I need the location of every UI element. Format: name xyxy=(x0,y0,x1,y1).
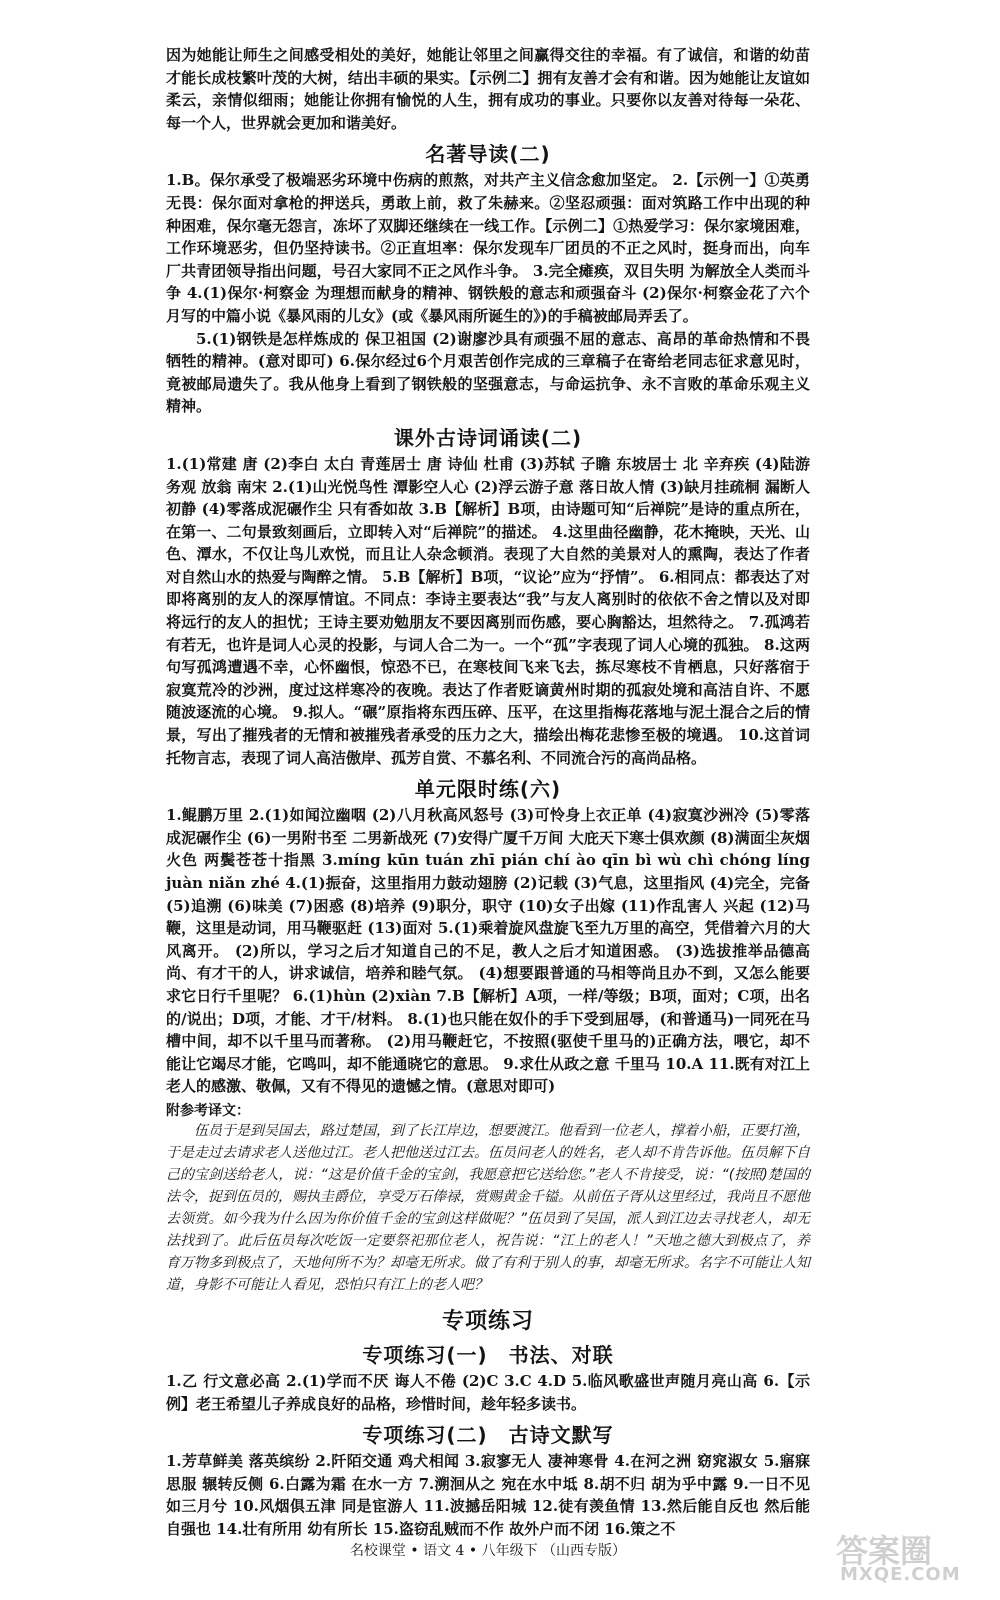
dictation-answers: 1.芳草鲜美 落英缤纷 2.阡陌交通 鸡犬相闻 3.寂寥无人 凄神寒骨 4.在河之洲 窈窕淑女 5.寤寐思服 辗转反侧 6.白露为霜 在水一方 7.溯洄从之 宛在水中坻 8.胡不归 胡为乎中露 9.一日不见 如三月兮 10.风烟俱五津 同是宦游人 11.波撼岳阳城 12.徒有羡鱼情 13.然后能自反也 然后能自强也 14.壮有所用 幼有所长 15.盗窃乱贼而不作 故外户而不闭 16.策之不 xyxy=(166,1452,810,1538)
classics-answers-2: 5.(1)钢铁是怎样炼成的 保卫祖国 (2)谢廖沙具有顽强不屈的意志、高昂的革命热情和不畏牺牲的精神。(意对即可) 6.保尔经过6个月艰苦创作完成的三章稿子在寄给老同志征求意见时，竟被邮局遗失了。我从他身上看到了钢铁般的坚强意志，与命运抗争、永不言败的革命乐观主义精神。 xyxy=(166,329,810,416)
calligraphy-answers: 1.乙 行文意必高 2.(1)学而不厌 诲人不倦 (2)C 3.C 4.D 5.临风歌盛世声随月亮山高 6.【示例】老王希望儿子养成良好的品格，珍惜时间，趁年轻多读书。 xyxy=(166,1371,810,1413)
reference-translation-label: 附参考译文： xyxy=(166,1102,250,1119)
subsection-title-calligraphy: 专项练习(一) 书法、对联 xyxy=(362,1342,614,1367)
watermark-text: 答案圈 xyxy=(836,1532,933,1570)
poetry-answers: 1.(1)常建 唐 (2)李白 太白 青莲居士 唐 诗仙 杜甫 (3)苏轼 子瞻 东坡居士 北 辛弃疾 (4)陆游 务观 放翁 南宋 2.(1)山光悦鸟性 潭影空人心 (2)浮云游子意 落日故人情 (3)缺月挂疏桐 漏断人初静 (4)零落成泥碾作尘 只有香如故 3.B【解析】B项，由诗题可知“后禅院”是诗的重点所在，在第一、二句景致刻画后，立即转入对“后禅院”的描述。 4.这里曲径幽静，花木掩映，天光、山色、潭水，不仅让鸟儿欢悦，而且让人杂念顿消。表现了大自然的美景对人的熏陶，表达了作者对自然山水的热爱与陶醉之情。 5.B【解析】B项，“议论”应为“抒情”。 6.相同点：都表达了对即将离别的友人的深厚情谊。不同点：李诗主要表达“我”与友人离别时的依依不舍之情以及对即将远行的友人的担忧；王诗主要劝勉朋友不要因离别而伤感，要心胸豁达，坦然待之。 7.孤鸿若有若无，也许是词人心灵的投影，与词人合二为一。一个“孤”字表现了词人心境的孤独。 8.这两句写孤鸿遭遇不幸，心怀幽恨，惊恐不已，在寒枝间飞来飞去，拣尽寒枝不肯栖息，只好落宿于寂寞荒冷的沙洲，度过这样寒冷的夜晚。表达了作者贬谪黄州时期的孤寂处境和高洁自许、不愿随波逐流的心境。 9.拟人。“碾”原指将东西压碎、压平，在这里指梅花落地与泥土混合之后的情景，写出了摧残者的无情和被摧残者承受的压力之大，描绘出梅花悲惨至极的境遇。 10.这首词托物言志，表现了词人高洁傲岸、孤芳自赏、不慕名利、不同流合污的高尚品格。 xyxy=(166,454,810,767)
answer-page xyxy=(166,44,810,1541)
unit-test-answers: 1.鲲鹏万里 2.(1)如闻泣幽咽 (2)八月秋高风怒号 (3)可怜身上衣正单 (4)寂寞沙洲冷 (5)零落成泥碾作尘 (6)一男附书至 二男新战死 (7)安得广厦千万间 大庇天下寒士俱欢颜 (8)满面尘灰烟火色 两鬓苍苍十指黑 3.míng kūn tuán zhī pián chí ào qīn bì wù chì chóng líng juàn niǎn zhé 4.(1)振奋，这里指用力鼓动翅膀 (2)记载 (3)气息，这里指风 (4)完全，完备 (5)追溯 (6)味美 (7)困惑 (8)培养 (9)职分，职守 (10)女子出嫁 (11)作乱害人 兴起 (12)马鞭，这里是动词，用马鞭驱赶 (13)面对 5.(1)乘着旋风盘旋飞至九万里的高空，凭借着六月的大风离开。 (2)所以，学习之后才知道自己的不足，教人之后才知道困惑。 (3)选拔推举品德高尚、有才干的人，讲求诚信，培养和睦气氛。 (4)想要跟普通的马相等尚且办不到，又怎么能要求它日行千里呢？ 6.(1)hùn (2)xiàn 7.B【解析】A项，一样/等级；B项，面对；C项，出名的/说出；D项，才能、才干/材料。 8.(1)也只能在奴仆的手下受到屈辱，(和普通马)一同死在马槽中间，却不以千里马而著称。 (2)用马鞭赶它，不按照(驱使千里马的)正确方法，喂它，却不能让它竭尽才能，它鸣叫，却不能通晓它的意思。 9.求仕从政之意 千里马 10.A 11.既有对江上老人的感激、敬佩，又有不得见的遗憾之情。(意思对即可) xyxy=(166,806,810,1096)
subsection-title-dictation: 专项练习(二) 古诗文默写 xyxy=(362,1423,614,1448)
section-title-special: 专项练习 xyxy=(441,1308,534,1334)
watermark-url: MXQE.COM xyxy=(840,1564,961,1585)
intro-paragraph: 因为她能让师生之间感受相处的美好，她能让邻里之间赢得交往的幸福。有了诚信，和谐的幼苗才能长成枝繁叶茂的大树，结出丰硕的果实。【示例二】拥有友善才会有和谐。因为她能让友谊如柔云，亲情似细雨；她能让你拥有愉悦的人生，拥有成功的事业。只要你以友善对待每一朵花、每一个人，世界就会更加和谐美好。 xyxy=(166,46,810,132)
page-footer: 名校课堂 • 语文 4 • 八年级下 （山西专版） xyxy=(349,1543,627,1559)
section-title-poetry: 课外古诗词诵读(二) xyxy=(393,425,583,450)
classics-answers-1: 1.B。保尔承受了极端恶劣环境中伤病的煎熬，对共产主义信念愈加坚定。 2.【示例一】①英勇无畏：保尔面对拿枪的押送兵，勇敢上前，救了朱赫来。②坚忍顽强：面对筑路工作中出现的种种困难，保尔毫无怨言，冻坏了双脚还继续在一线工作。【示例二】①热爱学习：保尔家境困难，工作环境恶劣，但仍坚持读书。②正直坦率：保尔发现车厂团员的不正之风时，挺身而出，向车厂共青团领导指出问题，号召大家同不正之风作斗争。 3.完全瘫痪，双目失明 为解放全人类而斗争 4.(1)保尔·柯察金 为理想而献身的精神、钢铁般的意志和顽强奋斗 (2)保尔·柯察金花了六个月写的中篇小说《暴风雨的儿女》(或《暴风雨所诞生的》)的手稿被邮局弄丢了。 xyxy=(166,171,810,325)
section-title-classics: 名著导读(二) xyxy=(425,142,551,167)
reference-translation: 伍员于是到吴国去，路过楚国，到了长江岸边，想要渡江。他看到一位老人，撑着小船，正要打渔，于是走过去请求老人送他过江。老人把他送过江去。伍员问老人的姓名，老人却不肯告诉他。伍员解下自己的宝剑送给老人，说：“这是价值千金的宝剑，我愿意把它送给您。”老人不肯接受，说：“(按照)楚国的法令，捉到伍员的，赐执圭爵位，享受万石俸禄，赏赐黄金千镒。从前伍子胥从这里经过，我尚且不愿他去领赏。如今我为什么因为你价值千金的宝剑这样做呢？”伍员到了吴国，派人到江边去寻找老人，却无法找到了。此后伍员每次吃饭一定要祭祀那位老人，祝告说：“江上的老人！”天地之德大到极点了，养育万物多到极点了，天地何所不为？却毫无所求。做了有利于别人的事，却毫无所求。名字不可能让人知道，身影不可能让人看见，恐怕只有江上的老人吧？ xyxy=(166,1122,810,1293)
section-title-unit-test: 单元限时练(六) xyxy=(414,777,562,802)
watermark-logo xyxy=(836,1526,986,1588)
